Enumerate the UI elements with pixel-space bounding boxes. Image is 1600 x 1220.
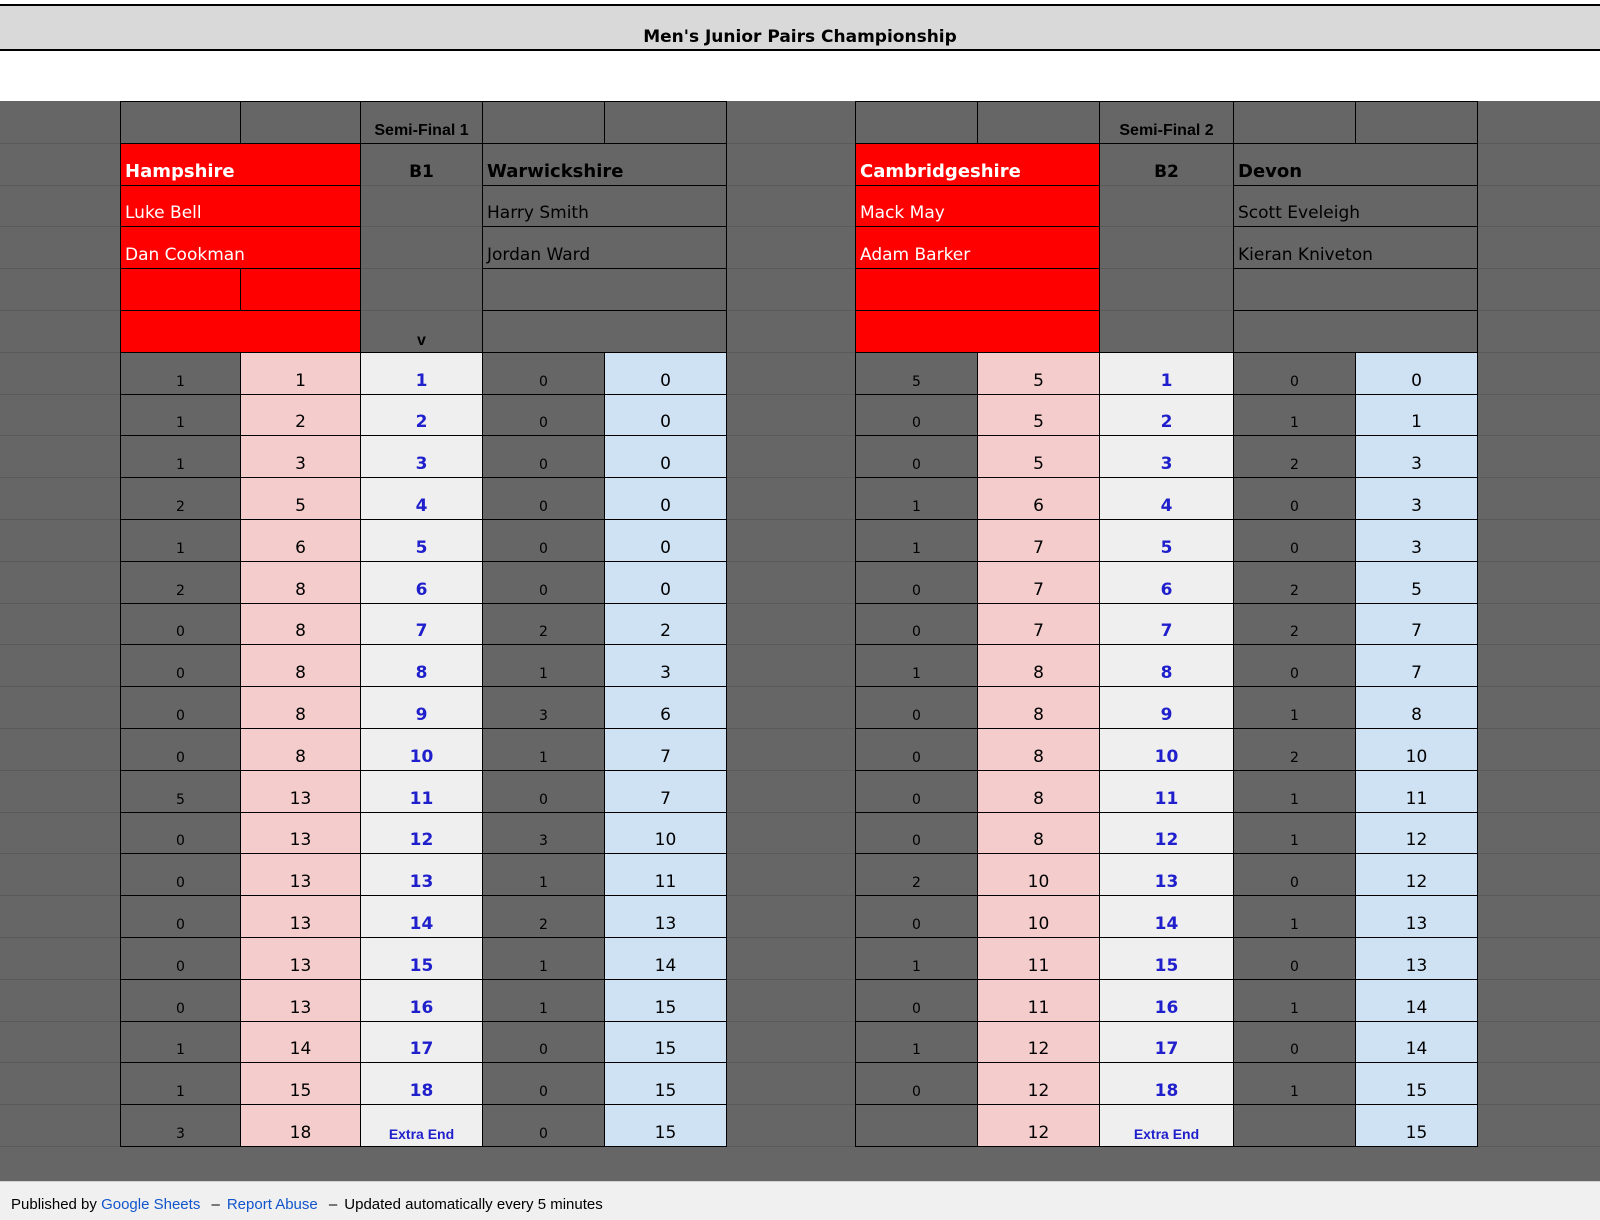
away-running-total[interactable]: 15 bbox=[1356, 1063, 1478, 1105]
away-shot[interactable]: 2 bbox=[1234, 436, 1356, 478]
away-running-total[interactable]: 11 bbox=[605, 854, 727, 896]
away-shot[interactable]: 0 bbox=[483, 394, 605, 436]
end-number[interactable]: 17 bbox=[1100, 1021, 1234, 1063]
blank-cell[interactable] bbox=[483, 269, 727, 311]
away-team-name[interactable]: Devon bbox=[1234, 143, 1478, 185]
away-shot[interactable]: 1 bbox=[1234, 896, 1356, 938]
away-shot[interactable]: 0 bbox=[1234, 645, 1356, 687]
home-shot[interactable]: 0 bbox=[121, 645, 241, 687]
home-shot[interactable]: 0 bbox=[856, 436, 978, 478]
blank-cell[interactable] bbox=[483, 310, 727, 352]
away-player-1[interactable]: Scott Eveleigh bbox=[1234, 185, 1478, 227]
footer-published-by: Published by bbox=[11, 1196, 97, 1213]
end-row bbox=[856, 645, 1478, 687]
home-running-total[interactable]: 5 bbox=[978, 436, 1100, 478]
away-running-total[interactable]: 12 bbox=[1356, 812, 1478, 854]
away-running-total[interactable]: 0 bbox=[605, 436, 727, 478]
blank-cell[interactable] bbox=[1100, 227, 1234, 269]
end-row bbox=[856, 979, 1478, 1021]
rink-label[interactable]: B1 bbox=[361, 143, 483, 185]
away-running-total[interactable]: 7 bbox=[1356, 645, 1478, 687]
away-running-total[interactable]: 7 bbox=[605, 728, 727, 770]
home-running-total[interactable]: 18 bbox=[241, 1105, 361, 1147]
home-shot[interactable]: 0 bbox=[121, 854, 241, 896]
away-running-total[interactable]: 0 bbox=[605, 561, 727, 603]
away-shot[interactable]: 1 bbox=[1234, 812, 1356, 854]
end-row bbox=[856, 812, 1478, 854]
blank-cell[interactable] bbox=[361, 269, 483, 311]
end-number[interactable]: Extra End bbox=[361, 1105, 483, 1147]
away-running-total[interactable]: 1 bbox=[1356, 394, 1478, 436]
home-shot[interactable]: 1 bbox=[121, 394, 241, 436]
home-running-total[interactable]: 8 bbox=[978, 645, 1100, 687]
end-row bbox=[856, 478, 1478, 520]
home-shot[interactable]: 0 bbox=[121, 603, 241, 645]
end-number[interactable]: 11 bbox=[361, 770, 483, 812]
home-shot[interactable]: 1 bbox=[121, 352, 241, 394]
away-shot[interactable]: 2 bbox=[1234, 728, 1356, 770]
home-shot[interactable]: 0 bbox=[856, 812, 978, 854]
end-row bbox=[121, 394, 727, 436]
blank-cell[interactable] bbox=[1100, 269, 1234, 311]
blank-cell[interactable] bbox=[1234, 310, 1478, 352]
away-running-total[interactable]: 0 bbox=[605, 519, 727, 561]
end-row bbox=[856, 352, 1478, 394]
blank-cell[interactable] bbox=[1234, 102, 1356, 144]
end-number[interactable]: 4 bbox=[361, 478, 483, 520]
end-number[interactable]: 16 bbox=[1100, 979, 1234, 1021]
end-number[interactable]: 6 bbox=[1100, 561, 1234, 603]
away-shot[interactable]: 0 bbox=[483, 352, 605, 394]
away-running-total[interactable]: 15 bbox=[605, 1021, 727, 1063]
away-running-total[interactable]: 13 bbox=[1356, 937, 1478, 979]
away-shot[interactable]: 1 bbox=[1234, 394, 1356, 436]
end-row bbox=[856, 436, 1478, 478]
away-running-total[interactable]: 10 bbox=[1356, 728, 1478, 770]
away-running-total[interactable]: 8 bbox=[1356, 687, 1478, 729]
away-shot[interactable]: 0 bbox=[483, 436, 605, 478]
end-number[interactable]: 13 bbox=[361, 854, 483, 896]
away-running-total[interactable]: 2 bbox=[605, 603, 727, 645]
away-shot[interactable]: 1 bbox=[1234, 687, 1356, 729]
home-running-total[interactable]: 7 bbox=[978, 561, 1100, 603]
home-shot[interactable]: 1 bbox=[121, 1021, 241, 1063]
blank-cell[interactable] bbox=[121, 102, 241, 144]
home-player-1[interactable]: Luke Bell bbox=[121, 185, 361, 227]
home-shot[interactable]: 1 bbox=[121, 436, 241, 478]
end-row bbox=[121, 770, 727, 812]
report-abuse-link[interactable]: Report Abuse bbox=[226, 1196, 318, 1213]
blank-cell[interactable] bbox=[241, 102, 361, 144]
footer-bar bbox=[0, 1181, 1600, 1220]
home-running-total[interactable]: 10 bbox=[978, 896, 1100, 938]
away-shot[interactable]: 1 bbox=[1234, 979, 1356, 1021]
home-running-total[interactable]: 5 bbox=[978, 352, 1100, 394]
end-row bbox=[121, 687, 727, 729]
away-running-total[interactable]: 15 bbox=[605, 1063, 727, 1105]
home-running-total[interactable]: 13 bbox=[241, 770, 361, 812]
semi-final-1-table bbox=[120, 101, 727, 1147]
end-row bbox=[121, 1021, 727, 1063]
away-shot[interactable]: 0 bbox=[483, 1063, 605, 1105]
away-running-total[interactable]: 7 bbox=[605, 770, 727, 812]
end-number[interactable]: 15 bbox=[1100, 937, 1234, 979]
home-running-total[interactable]: 5 bbox=[241, 478, 361, 520]
home-running-total[interactable]: 6 bbox=[978, 478, 1100, 520]
home-running-total[interactable]: 7 bbox=[978, 603, 1100, 645]
away-shot[interactable]: 1 bbox=[483, 937, 605, 979]
end-number[interactable]: 14 bbox=[361, 896, 483, 938]
home-shot[interactable]: 0 bbox=[856, 896, 978, 938]
end-number[interactable]: 7 bbox=[1100, 603, 1234, 645]
rink-label[interactable]: B2 bbox=[1100, 143, 1234, 185]
home-running-total[interactable]: 13 bbox=[241, 812, 361, 854]
end-number[interactable]: 5 bbox=[361, 519, 483, 561]
game-label[interactable]: Semi-Final 1 bbox=[361, 102, 483, 144]
away-shot[interactable]: 1 bbox=[483, 979, 605, 1021]
blank-cell[interactable] bbox=[361, 185, 483, 227]
home-shot[interactable]: 0 bbox=[121, 896, 241, 938]
away-shot[interactable]: 2 bbox=[1234, 603, 1356, 645]
home-shot[interactable]: 0 bbox=[856, 394, 978, 436]
home-running-total[interactable]: 2 bbox=[241, 394, 361, 436]
home-shot[interactable]: 1 bbox=[856, 645, 978, 687]
home-shot[interactable]: 5 bbox=[121, 770, 241, 812]
away-running-total[interactable]: 0 bbox=[605, 478, 727, 520]
home-running-total[interactable]: 8 bbox=[978, 812, 1100, 854]
away-running-total[interactable]: 13 bbox=[1356, 896, 1478, 938]
home-running-total[interactable]: 8 bbox=[241, 561, 361, 603]
away-shot[interactable]: 0 bbox=[483, 1021, 605, 1063]
home-shot[interactable]: 0 bbox=[856, 687, 978, 729]
home-shot[interactable]: 0 bbox=[856, 728, 978, 770]
away-shot[interactable]: 0 bbox=[1234, 519, 1356, 561]
end-number[interactable]: 5 bbox=[1100, 519, 1234, 561]
end-number[interactable]: 9 bbox=[361, 687, 483, 729]
blank-cell[interactable] bbox=[856, 102, 978, 144]
home-running-total[interactable]: 13 bbox=[241, 979, 361, 1021]
away-shot[interactable]: 2 bbox=[483, 896, 605, 938]
end-number[interactable]: 3 bbox=[361, 436, 483, 478]
versus-label[interactable] bbox=[1100, 310, 1234, 352]
home-shot[interactable]: 2 bbox=[856, 854, 978, 896]
away-running-total[interactable]: 6 bbox=[605, 687, 727, 729]
away-running-total[interactable]: 14 bbox=[605, 937, 727, 979]
blank-red-cell[interactable] bbox=[856, 310, 1100, 352]
end-row bbox=[121, 1105, 727, 1147]
away-running-total[interactable]: 15 bbox=[1356, 1105, 1478, 1147]
away-shot[interactable]: 2 bbox=[1234, 561, 1356, 603]
end-row bbox=[121, 812, 727, 854]
end-number[interactable]: 1 bbox=[361, 352, 483, 394]
away-shot[interactable]: 0 bbox=[483, 478, 605, 520]
away-shot[interactable]: 0 bbox=[1234, 1021, 1356, 1063]
end-number[interactable]: 17 bbox=[361, 1021, 483, 1063]
google-sheets-link[interactable]: Google Sheets bbox=[101, 1196, 201, 1213]
end-row bbox=[121, 728, 727, 770]
away-shot[interactable]: 2 bbox=[483, 603, 605, 645]
semi-final-1-body bbox=[121, 102, 727, 1147]
away-running-total[interactable]: 14 bbox=[1356, 979, 1478, 1021]
home-player-1[interactable]: Mack May bbox=[856, 185, 1100, 227]
blank-red-cell[interactable] bbox=[241, 269, 361, 311]
semi-final-2-table bbox=[855, 101, 1478, 1147]
end-number[interactable]: 3 bbox=[1100, 436, 1234, 478]
end-number[interactable]: Extra End bbox=[1100, 1105, 1234, 1147]
home-shot[interactable]: 5 bbox=[856, 352, 978, 394]
home-shot[interactable]: 0 bbox=[121, 937, 241, 979]
away-running-total[interactable]: 13 bbox=[605, 896, 727, 938]
end-number[interactable]: 2 bbox=[361, 394, 483, 436]
home-running-total[interactable]: 8 bbox=[978, 728, 1100, 770]
away-running-total[interactable]: 3 bbox=[1356, 436, 1478, 478]
blank-cell[interactable] bbox=[605, 102, 727, 144]
semi-final-2-body bbox=[856, 102, 1478, 1147]
home-player-2[interactable]: Adam Barker bbox=[856, 227, 1100, 269]
footer-update-note: Updated automatically every 5 minutes bbox=[344, 1196, 603, 1213]
home-shot[interactable]: 0 bbox=[856, 1063, 978, 1105]
away-shot[interactable]: 0 bbox=[1234, 352, 1356, 394]
away-shot[interactable]: 1 bbox=[1234, 1063, 1356, 1105]
home-shot[interactable]: 0 bbox=[121, 728, 241, 770]
blank-cell[interactable] bbox=[1100, 185, 1234, 227]
away-running-total[interactable]: 11 bbox=[1356, 770, 1478, 812]
away-running-total[interactable]: 15 bbox=[605, 979, 727, 1021]
end-row bbox=[121, 854, 727, 896]
away-shot[interactable]: 1 bbox=[483, 854, 605, 896]
end-number[interactable]: 13 bbox=[1100, 854, 1234, 896]
end-number[interactable]: 11 bbox=[1100, 770, 1234, 812]
home-running-total[interactable]: 8 bbox=[241, 603, 361, 645]
away-shot[interactable]: 1 bbox=[483, 645, 605, 687]
home-player-2[interactable]: Dan Cookman bbox=[121, 227, 361, 269]
end-number[interactable]: 12 bbox=[1100, 812, 1234, 854]
blank-red-cell[interactable] bbox=[121, 310, 361, 352]
home-running-total[interactable]: 13 bbox=[241, 937, 361, 979]
end-row bbox=[121, 1063, 727, 1105]
home-shot[interactable]: 2 bbox=[121, 561, 241, 603]
end-row bbox=[121, 896, 727, 938]
away-shot[interactable]: 1 bbox=[1234, 770, 1356, 812]
away-shot[interactable]: 3 bbox=[483, 687, 605, 729]
home-shot[interactable]: 2 bbox=[121, 478, 241, 520]
away-running-total[interactable]: 12 bbox=[1356, 854, 1478, 896]
end-row bbox=[121, 937, 727, 979]
end-number[interactable]: 7 bbox=[361, 603, 483, 645]
end-row bbox=[856, 1021, 1478, 1063]
end-number[interactable]: 10 bbox=[361, 728, 483, 770]
end-number[interactable]: 8 bbox=[1100, 645, 1234, 687]
home-running-total[interactable]: 12 bbox=[978, 1105, 1100, 1147]
home-running-total[interactable]: 13 bbox=[241, 896, 361, 938]
away-running-total[interactable]: 0 bbox=[605, 352, 727, 394]
blank-red-cell[interactable] bbox=[856, 269, 1100, 311]
away-player-1[interactable]: Harry Smith bbox=[483, 185, 727, 227]
home-shot[interactable]: 1 bbox=[856, 519, 978, 561]
spacer-row bbox=[0, 53, 1600, 101]
end-row bbox=[856, 854, 1478, 896]
home-running-total[interactable]: 8 bbox=[241, 687, 361, 729]
home-running-total[interactable]: 10 bbox=[978, 854, 1100, 896]
page-title: Men's Junior Pairs Championship bbox=[643, 27, 957, 47]
versus-label[interactable]: v bbox=[361, 310, 483, 352]
home-running-total[interactable]: 11 bbox=[978, 979, 1100, 1021]
end-row bbox=[121, 979, 727, 1021]
home-shot[interactable]: 1 bbox=[121, 1063, 241, 1105]
away-running-total[interactable]: 14 bbox=[1356, 1021, 1478, 1063]
home-team-name[interactable]: Hampshire bbox=[121, 143, 361, 185]
footer-separator: – bbox=[211, 1196, 220, 1213]
home-running-total[interactable]: 7 bbox=[978, 519, 1100, 561]
end-row bbox=[856, 937, 1478, 979]
away-running-total[interactable]: 0 bbox=[605, 394, 727, 436]
away-shot[interactable]: 0 bbox=[1234, 478, 1356, 520]
blank-cell[interactable] bbox=[361, 227, 483, 269]
end-row bbox=[856, 687, 1478, 729]
away-team-name[interactable]: Warwickshire bbox=[483, 143, 727, 185]
home-shot[interactable]: 0 bbox=[121, 687, 241, 729]
away-shot[interactable]: 0 bbox=[1234, 854, 1356, 896]
blank-cell[interactable] bbox=[978, 102, 1100, 144]
home-team-name[interactable]: Cambridgeshire bbox=[856, 143, 1100, 185]
title-row bbox=[0, 4, 1600, 51]
away-running-total[interactable]: 0 bbox=[1356, 352, 1478, 394]
away-shot[interactable]: 0 bbox=[1234, 937, 1356, 979]
end-row bbox=[121, 478, 727, 520]
end-row bbox=[856, 896, 1478, 938]
blank-red-cell[interactable] bbox=[121, 269, 241, 311]
home-running-total[interactable]: 13 bbox=[241, 854, 361, 896]
home-shot[interactable]: 0 bbox=[121, 812, 241, 854]
end-number[interactable]: 2 bbox=[1100, 394, 1234, 436]
end-row bbox=[856, 561, 1478, 603]
end-number[interactable]: 18 bbox=[1100, 1063, 1234, 1105]
end-row bbox=[121, 561, 727, 603]
blank-cell[interactable] bbox=[1234, 269, 1478, 311]
away-shot[interactable]: 3 bbox=[483, 812, 605, 854]
away-player-2[interactable]: Kieran Kniveton bbox=[1234, 227, 1478, 269]
end-row bbox=[856, 603, 1478, 645]
end-number[interactable]: 10 bbox=[1100, 728, 1234, 770]
home-running-total[interactable]: 8 bbox=[978, 687, 1100, 729]
home-shot[interactable]: 1 bbox=[121, 519, 241, 561]
blank-cell[interactable] bbox=[483, 102, 605, 144]
away-running-total[interactable]: 3 bbox=[1356, 478, 1478, 520]
end-number[interactable]: 1 bbox=[1100, 352, 1234, 394]
home-running-total[interactable]: 8 bbox=[978, 770, 1100, 812]
away-shot[interactable]: 1 bbox=[483, 728, 605, 770]
home-running-total[interactable]: 6 bbox=[241, 519, 361, 561]
home-running-total[interactable]: 8 bbox=[241, 645, 361, 687]
home-running-total[interactable]: 15 bbox=[241, 1063, 361, 1105]
end-number[interactable]: 15 bbox=[361, 937, 483, 979]
home-running-total[interactable]: 8 bbox=[241, 728, 361, 770]
end-number[interactable]: 8 bbox=[361, 645, 483, 687]
end-row bbox=[856, 728, 1478, 770]
away-running-total[interactable]: 3 bbox=[1356, 519, 1478, 561]
end-row bbox=[856, 1063, 1478, 1105]
end-number[interactable]: 6 bbox=[361, 561, 483, 603]
end-row bbox=[121, 436, 727, 478]
home-shot[interactable]: 1 bbox=[856, 937, 978, 979]
away-running-total[interactable]: 3 bbox=[605, 645, 727, 687]
home-running-total[interactable]: 12 bbox=[978, 1021, 1100, 1063]
home-shot[interactable]: 1 bbox=[856, 1021, 978, 1063]
end-row bbox=[856, 1105, 1478, 1147]
home-running-total[interactable]: 3 bbox=[241, 436, 361, 478]
home-shot[interactable]: 0 bbox=[856, 979, 978, 1021]
end-number[interactable]: 4 bbox=[1100, 478, 1234, 520]
away-shot[interactable]: 0 bbox=[483, 770, 605, 812]
away-running-total[interactable]: 7 bbox=[1356, 603, 1478, 645]
home-shot[interactable]: 0 bbox=[856, 561, 978, 603]
home-running-total[interactable]: 11 bbox=[978, 937, 1100, 979]
away-shot[interactable]: 0 bbox=[483, 519, 605, 561]
end-number[interactable]: 12 bbox=[361, 812, 483, 854]
away-player-2[interactable]: Jordan Ward bbox=[483, 227, 727, 269]
home-running-total[interactable]: 1 bbox=[241, 352, 361, 394]
away-running-total[interactable]: 15 bbox=[605, 1105, 727, 1147]
home-shot[interactable] bbox=[856, 1105, 978, 1147]
away-shot[interactable] bbox=[1234, 1105, 1356, 1147]
home-running-total[interactable]: 14 bbox=[241, 1021, 361, 1063]
end-row bbox=[121, 352, 727, 394]
blank-cell[interactable] bbox=[1356, 102, 1478, 144]
end-row bbox=[856, 394, 1478, 436]
home-running-total[interactable]: 5 bbox=[978, 394, 1100, 436]
end-row bbox=[121, 645, 727, 687]
home-shot[interactable]: 0 bbox=[856, 770, 978, 812]
home-shot[interactable]: 0 bbox=[121, 979, 241, 1021]
game-label[interactable]: Semi-Final 2 bbox=[1100, 102, 1234, 144]
footer-separator: – bbox=[328, 1196, 338, 1213]
home-running-total[interactable]: 12 bbox=[978, 1063, 1100, 1105]
end-number[interactable]: 16 bbox=[361, 979, 483, 1021]
away-shot[interactable]: 0 bbox=[483, 1105, 605, 1147]
end-row bbox=[121, 519, 727, 561]
end-number[interactable]: 14 bbox=[1100, 896, 1234, 938]
end-number[interactable]: 18 bbox=[361, 1063, 483, 1105]
end-row bbox=[121, 603, 727, 645]
home-shot[interactable]: 1 bbox=[856, 478, 978, 520]
end-number[interactable]: 9 bbox=[1100, 687, 1234, 729]
end-row bbox=[856, 519, 1478, 561]
away-shot[interactable]: 0 bbox=[483, 561, 605, 603]
end-row bbox=[856, 770, 1478, 812]
away-running-total[interactable]: 5 bbox=[1356, 561, 1478, 603]
home-shot[interactable]: 3 bbox=[121, 1105, 241, 1147]
home-shot[interactable]: 0 bbox=[856, 603, 978, 645]
away-running-total[interactable]: 10 bbox=[605, 812, 727, 854]
